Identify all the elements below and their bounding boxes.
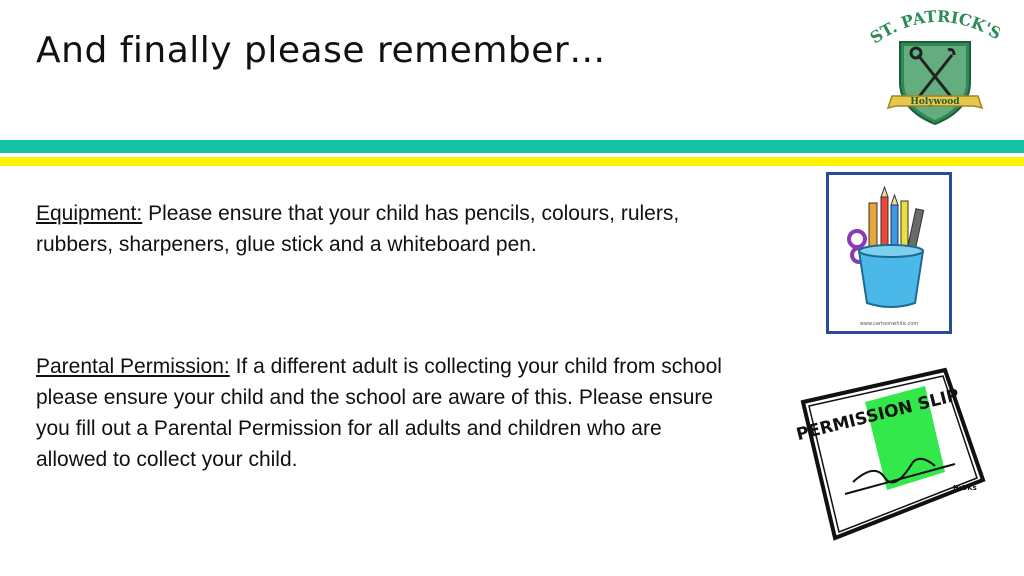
crest-ribbon-text: Holywood — [910, 97, 960, 107]
school-crest-logo — [870, 10, 1000, 130]
cup-body — [859, 251, 923, 307]
teal-stripe — [0, 140, 1024, 153]
equipment-label: Equipment: — [36, 202, 143, 225]
crest-top-text: T. PATRICK' — [877, 10, 994, 42]
equipment-text: Please ensure that your child has pencils, colours, rulers, rubbers, sharpeners, glue stick and a whiteboard pen. — [36, 202, 680, 256]
cup-caption: www.cartoonwhite.com — [859, 321, 919, 327]
page-title: And finally please remember… — [36, 30, 606, 71]
parental-permission-text: If a different adult is collecting your child from school please ensure your child and the school are aware of this. Please ensure you fill out a Parental Permission for all adults and children who are allowed to collect your child. — [36, 355, 722, 471]
equipment-paragraph — [36, 198, 716, 260]
slip-title: PERMISSION SLIP — [795, 385, 962, 446]
parental-permission-label: Parental Permission: — [36, 355, 230, 378]
slip-signature-text: HiOKs — [953, 484, 977, 492]
parental-permission-paragraph — [36, 351, 726, 475]
pencil-cup-image — [826, 172, 952, 334]
permission-slip-image — [795, 362, 990, 542]
yellow-stripe — [0, 157, 1024, 166]
